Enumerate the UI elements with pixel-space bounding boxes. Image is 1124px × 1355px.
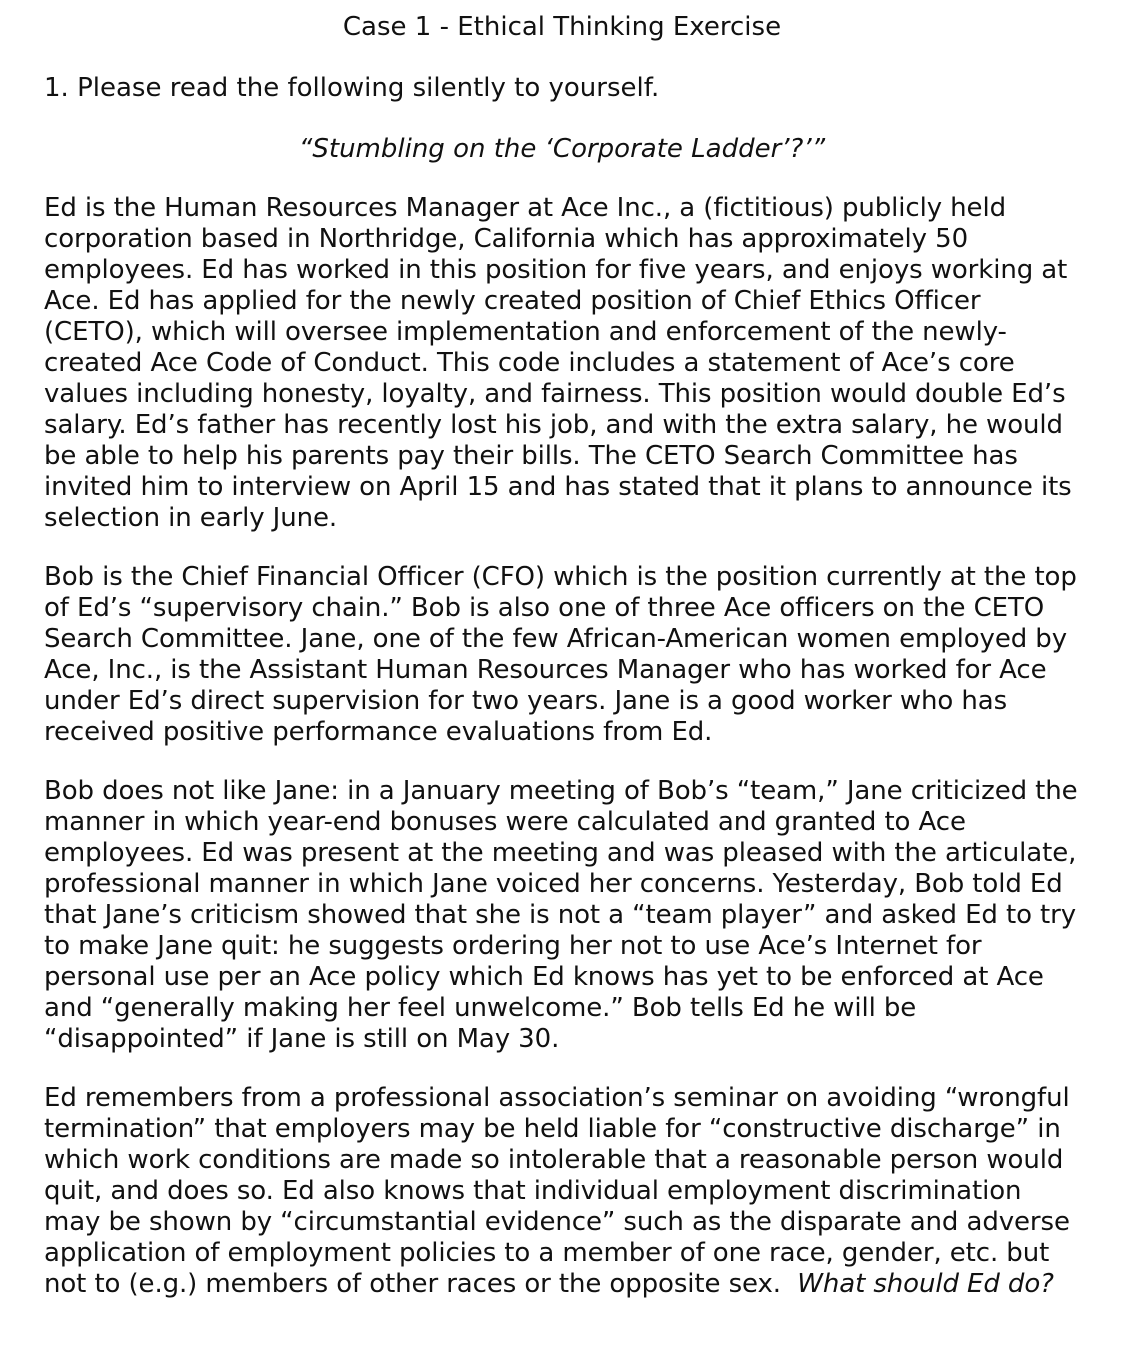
closing-question: What should Ed do? xyxy=(797,1269,1054,1299)
paragraph-bob-request: Bob does not like Jane: in a January meeting of Bob’s “team,” Jane criticized the manner in which year-end bonuses were calculated and granted to Ace employees. Ed was present at the meeting and was pleased with the articulate, professional manner in which Jane voiced her concerns. Yesterday, Bob told Ed that Jane’s criticism showed that she is not a “team player” and asked Ed to try to make Jane quit: he suggests ordering her not to use Ace’s Internet for personal use per an Ace policy which Ed knows has yet to be enforced at Ace and “generally making her feel unwelcome.” Bob tells Ed he will be “disappointed” if Jane is still on May 30. xyxy=(44,776,1078,1054)
paragraph-bob-and-jane: Bob is the Chief Financial Officer (CFO) which is the position currently at the top of Ed’s “supervisory chain.” Bob is also one of three Ace officers on the CETO Search Committee. Jane, one of the few African-American women employed by Ace, Inc., is the Assistant Human Resources Manager who has worked for Ace under Ed’s direct supervision for two years. Jane is a good worker who has received positive performance evaluations from Ed. xyxy=(44,562,1077,747)
document-title: Case 1 - Ethical Thinking Exercise xyxy=(342,12,782,42)
reading-instruction: 1. Please read the following silently to yourself. xyxy=(44,73,660,103)
case-story-title: “Stumbling on the ‘Corporate Ladder’?’” xyxy=(298,134,826,164)
paragraph-ed-background: Ed is the Human Resources Manager at Ace Inc., a (fictitious) publicly held corporation based in Northridge, California which has approximately 50 employees. Ed has worked in this position for five years, and enjoys working at Ace. Ed has applied for the newly created position of Chief Ethics Officer (CETO), which will oversee implementation and enforcement of the newly-created Ace Code of Conduct. This code includes a statement of Ace’s core values including honesty, loyalty, and fairness. This position would double Ed’s salary. Ed’s father has recently lost his job, and with the extra salary, he would be able to help his parents pay their bills. The CETO Search Committee has invited him to interview on April 15 and has stated that it plans to announce its selection in early June. xyxy=(44,193,1072,533)
paragraph-legal-considerations xyxy=(44,1083,1084,1300)
legal-considerations-text: Ed remembers from a professional association’s seminar on avoiding “wrongful termination” that employers may be held liable for “constructive discharge” in which work conditions are made so intolerable that a reasonable person would quit, and does so. Ed also knows that individual employment discrimination may be shown by “circumstantial evidence” such as the disparate and adverse application of employment policies to a member of one race, gender, etc. but not to (e.g.) members of other races or the opposite sex. xyxy=(44,1083,1070,1299)
document-page xyxy=(44,10,1084,1300)
